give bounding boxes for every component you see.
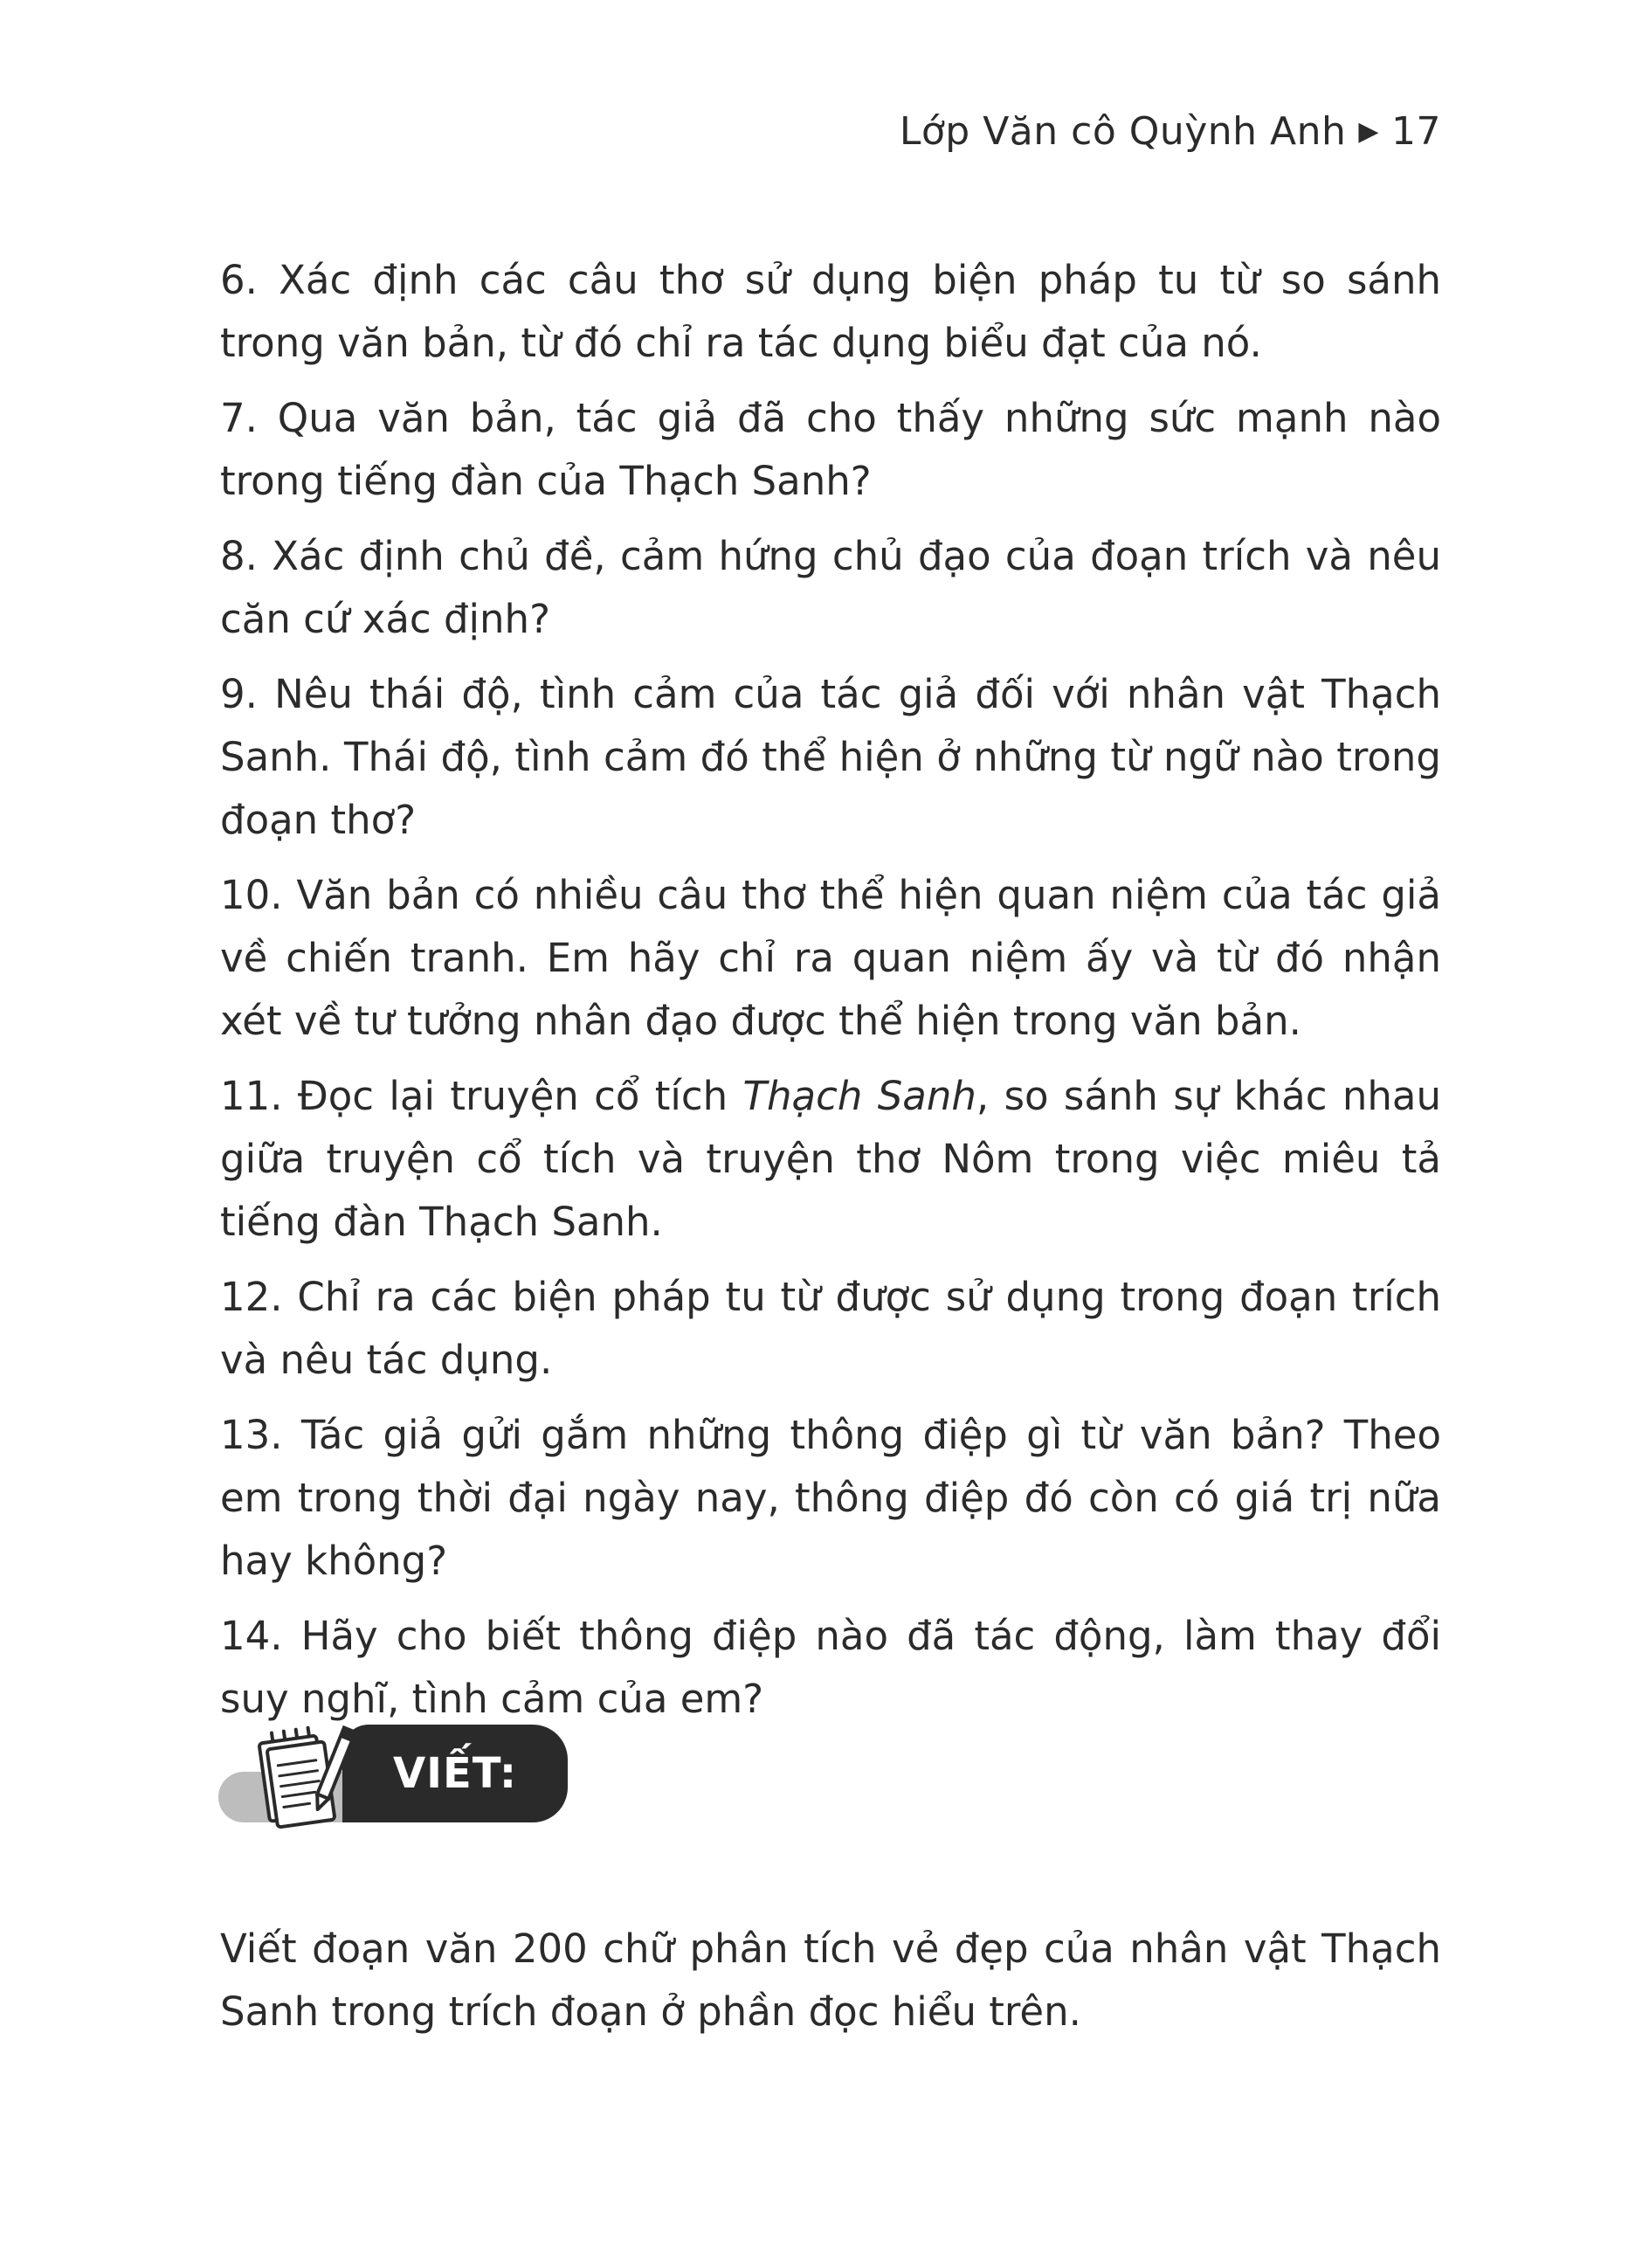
question-14: 14. Hãy cho biết thông điệp nào đã tác động, làm thay đổi suy nghĩ, tình cảm của em? — [220, 1613, 1441, 1722]
question-6: 6. Xác định các câu thơ sử dụng biện pháp tu từ so sánh trong văn bản, từ đó chỉ ra tác dụng biểu đạt của nó. — [220, 257, 1441, 366]
book-title: Lớp Văn cô Quỳnh Anh — [899, 109, 1347, 154]
question-11-story-title: Thạch Sanh — [742, 1073, 976, 1119]
section-heading-label: VIẾT: — [392, 1749, 518, 1798]
question-9: 9. Nêu thái độ, tình cảm của tác giả đối với nhân vật Thạch Sanh. Thái độ, tình cảm đó thể hiện ở những từ ngữ nào trong đoạn thơ? — [220, 671, 1441, 843]
page-number: 17 — [1391, 109, 1441, 154]
notepad-pencil-icon — [245, 1719, 358, 1831]
question-13: 13. Tác giả gửi gắm những thông điệp gì từ văn bản? Theo em trong thời đại ngày nay, thông điệp đó còn có giá trị nữa hay không? — [220, 1412, 1441, 1584]
question-12: 12. Chỉ ra các biện pháp tu từ được sử dụng trong đoạn trích và nêu tác dụng. — [220, 1274, 1441, 1383]
question-11-text-end: , so sánh sự khác nhau giữa truyện cổ tích và truyện thơ Nôm trong việc miêu tả tiếng đàn Thạch Sanh. — [220, 1073, 1441, 1245]
question-10: 10. Văn bản có nhiều câu thơ thể hiện quan niệm của tác giả về chiến tranh. Em hãy chỉ ra quan niệm ấy và từ đó nhận xét về tư tưởng nhân đạo được thể hiện trong văn bản. — [220, 872, 1441, 1044]
questions-list — [220, 249, 1441, 1743]
running-header — [900, 109, 1441, 154]
arrow-right-icon: ▶ — [1358, 115, 1379, 147]
question-11-text-start: 11. Đọc lại truyện cổ tích — [220, 1073, 743, 1119]
writing-task: Viết đoạn văn 200 chữ phân tích vẻ đẹp của nhân vật Thạch Sanh trong trích đoạn ở phần đọc hiểu trên. — [220, 1926, 1441, 2035]
question-8: 8. Xác định chủ đề, cảm hứng chủ đạo của đoạn trích và nêu căn cứ xác định? — [220, 533, 1441, 642]
section-heading-writing — [218, 1719, 568, 1831]
question-7: 7. Qua văn bản, tác giả đã cho thấy những sức mạnh nào trong tiếng đàn của Thạch Sanh? — [220, 395, 1441, 504]
question-11 — [220, 1065, 1441, 1254]
section-heading-pill — [342, 1725, 568, 1822]
